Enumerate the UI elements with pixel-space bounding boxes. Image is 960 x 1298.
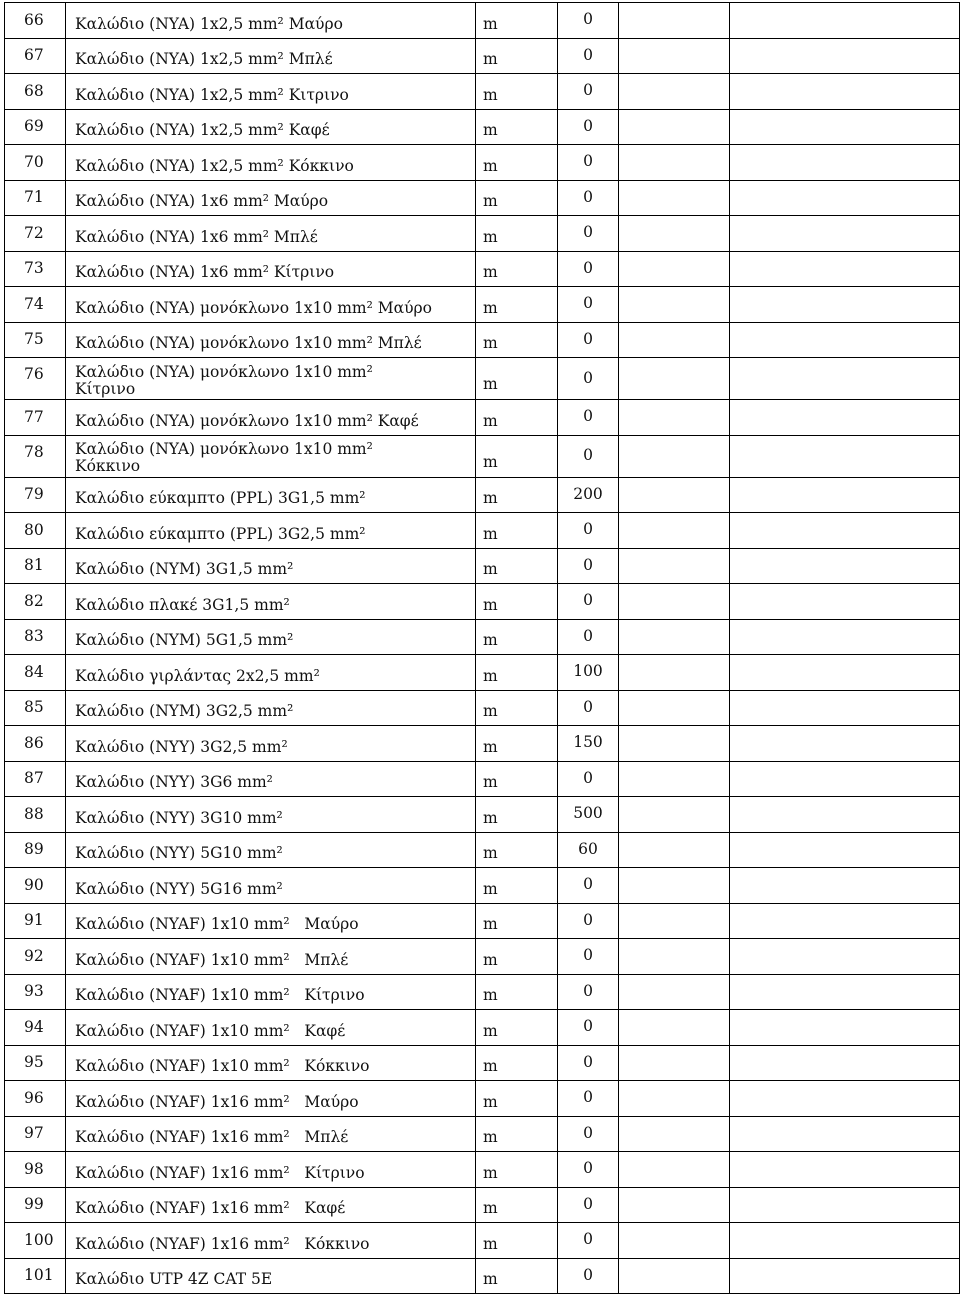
item-unit: m xyxy=(476,1010,558,1046)
item-unit: m xyxy=(476,251,558,287)
table-row xyxy=(5,477,960,513)
item-unit: m xyxy=(476,1045,558,1081)
table-row xyxy=(5,180,960,216)
item-number: 87 xyxy=(5,761,66,797)
item-quantity: 0 xyxy=(558,358,619,400)
item-quantity: 0 xyxy=(558,145,619,181)
item-description xyxy=(66,1187,476,1223)
item-unit: m xyxy=(476,832,558,868)
item-total-cell xyxy=(730,38,960,74)
item-quantity: 150 xyxy=(558,726,619,762)
item-quantity: 60 xyxy=(558,832,619,868)
item-number: 72 xyxy=(5,216,66,252)
item-total-cell xyxy=(730,287,960,323)
item-unit-price-cell xyxy=(619,690,730,726)
item-unit: m xyxy=(476,477,558,513)
item-description xyxy=(66,974,476,1010)
item-description xyxy=(66,655,476,691)
item-description-line: Καλώδιο (NYAF) 1x10 mm² Καφέ xyxy=(75,1021,346,1040)
table-row xyxy=(5,358,960,400)
item-description-line: Καλώδιο (NYY) 3G6 mm² xyxy=(75,773,273,792)
table-row xyxy=(5,435,960,477)
item-description-line: Καλώδιο εύκαμπτο (PPL) 3G2,5 mm² xyxy=(75,524,366,543)
table-row xyxy=(5,1258,960,1294)
item-description xyxy=(66,287,476,323)
table-row xyxy=(5,74,960,110)
table-row xyxy=(5,3,960,39)
item-description-line: Καλώδιο (NYA) μονόκλωνο 1x10 mm² Μπλέ xyxy=(75,334,422,353)
item-quantity: 200 xyxy=(558,477,619,513)
item-total-cell xyxy=(730,109,960,145)
item-description xyxy=(66,761,476,797)
item-description xyxy=(66,1081,476,1117)
item-quantity: 0 xyxy=(558,1187,619,1223)
item-number: 85 xyxy=(5,690,66,726)
item-total-cell xyxy=(730,216,960,252)
item-number: 76 xyxy=(5,358,66,400)
item-total-cell xyxy=(730,974,960,1010)
item-description xyxy=(66,109,476,145)
item-unit-price-cell xyxy=(619,109,730,145)
item-quantity: 0 xyxy=(558,400,619,436)
item-total-cell xyxy=(730,655,960,691)
item-description xyxy=(66,1045,476,1081)
item-number: 93 xyxy=(5,974,66,1010)
table-row xyxy=(5,400,960,436)
item-total-cell xyxy=(730,797,960,833)
item-unit: m xyxy=(476,287,558,323)
item-number: 86 xyxy=(5,726,66,762)
item-description-line: Καλώδιο (NYA) 1x2,5 mm² Μαύρο xyxy=(75,14,343,33)
item-unit: m xyxy=(476,797,558,833)
item-description xyxy=(66,832,476,868)
item-description-line: Καλώδιο UTP 4Z CAT 5E xyxy=(75,1270,273,1289)
table-row xyxy=(5,251,960,287)
item-unit-price-cell xyxy=(619,548,730,584)
item-unit: m xyxy=(476,109,558,145)
item-unit: m xyxy=(476,216,558,252)
item-number: 75 xyxy=(5,322,66,358)
items-table xyxy=(4,2,960,1294)
item-unit: m xyxy=(476,1187,558,1223)
item-description-line: Καλώδιο (NYAF) 1x16 mm² Μαύρο xyxy=(75,1092,359,1111)
item-total-cell xyxy=(730,726,960,762)
item-unit: m xyxy=(476,1223,558,1259)
item-unit-price-cell xyxy=(619,1010,730,1046)
item-number: 101 xyxy=(5,1258,66,1294)
item-quantity: 0 xyxy=(558,1010,619,1046)
item-unit: m xyxy=(476,38,558,74)
item-unit: m xyxy=(476,903,558,939)
item-number: 68 xyxy=(5,74,66,110)
item-description-line: Καλώδιο εύκαμπτο (PPL) 3G1,5 mm² xyxy=(75,489,366,508)
item-unit: m xyxy=(476,1081,558,1117)
item-unit-price-cell xyxy=(619,974,730,1010)
item-quantity: 0 xyxy=(558,109,619,145)
item-total-cell xyxy=(730,584,960,620)
item-unit: m xyxy=(476,1116,558,1152)
item-total-cell xyxy=(730,180,960,216)
item-total-cell xyxy=(730,145,960,181)
item-unit-price-cell xyxy=(619,322,730,358)
item-unit-price-cell xyxy=(619,655,730,691)
item-total-cell xyxy=(730,903,960,939)
item-total-cell xyxy=(730,3,960,39)
item-total-cell xyxy=(730,1045,960,1081)
item-unit-price-cell xyxy=(619,74,730,110)
item-description-line: Καλώδιο (NYA) 1x2,5 mm² Καφέ xyxy=(75,121,330,140)
item-total-cell xyxy=(730,477,960,513)
table-row xyxy=(5,287,960,323)
item-number: 100 xyxy=(5,1223,66,1259)
item-unit: m xyxy=(476,868,558,904)
item-number: 66 xyxy=(5,3,66,39)
item-total-cell xyxy=(730,74,960,110)
table-row xyxy=(5,726,960,762)
item-description xyxy=(66,477,476,513)
item-unit: m xyxy=(476,974,558,1010)
table-row xyxy=(5,761,960,797)
item-description xyxy=(66,400,476,436)
item-description xyxy=(66,74,476,110)
item-number: 69 xyxy=(5,109,66,145)
item-number: 79 xyxy=(5,477,66,513)
item-unit-price-cell xyxy=(619,1152,730,1188)
item-unit: m xyxy=(476,513,558,549)
item-unit-price-cell xyxy=(619,477,730,513)
table-row xyxy=(5,1116,960,1152)
item-quantity: 0 xyxy=(558,1081,619,1117)
table-row xyxy=(5,584,960,620)
item-description-line: Καλώδιο γιρλάντας 2x2,5 mm² xyxy=(75,666,320,685)
item-description xyxy=(66,435,476,477)
item-total-cell xyxy=(730,358,960,400)
item-number: 70 xyxy=(5,145,66,181)
item-description-line: Καλώδιο (NYA) 1x2,5 mm² Μπλέ xyxy=(75,50,333,69)
item-quantity: 100 xyxy=(558,655,619,691)
item-description xyxy=(66,38,476,74)
item-description xyxy=(66,868,476,904)
table-row xyxy=(5,655,960,691)
item-description-line: Καλώδιο (NYA) 1x6 mm² Μπλέ xyxy=(75,227,318,246)
item-description xyxy=(66,726,476,762)
table-row xyxy=(5,690,960,726)
table-row xyxy=(5,1223,960,1259)
item-unit: m xyxy=(476,584,558,620)
item-description-line: Καλώδιο (NYAF) 1x10 mm² Μπλέ xyxy=(75,950,349,969)
item-total-cell xyxy=(730,548,960,584)
table-row xyxy=(5,939,960,975)
item-description-line: Καλώδιο (NYA) 1x2,5 mm² Κιτρινο xyxy=(75,85,349,104)
item-description xyxy=(66,1116,476,1152)
item-number: 82 xyxy=(5,584,66,620)
table-row xyxy=(5,832,960,868)
item-quantity: 0 xyxy=(558,435,619,477)
item-total-cell xyxy=(730,435,960,477)
item-number: 67 xyxy=(5,38,66,74)
item-number: 89 xyxy=(5,832,66,868)
item-number: 90 xyxy=(5,868,66,904)
item-number: 80 xyxy=(5,513,66,549)
table-row xyxy=(5,1081,960,1117)
item-description xyxy=(66,584,476,620)
item-total-cell xyxy=(730,690,960,726)
item-unit-price-cell xyxy=(619,435,730,477)
item-unit-price-cell xyxy=(619,400,730,436)
item-description-line: Καλώδιο (NYAF) 1x10 mm² Κόκκινο xyxy=(75,1057,370,1076)
item-description xyxy=(66,251,476,287)
item-description xyxy=(66,180,476,216)
item-quantity: 0 xyxy=(558,1045,619,1081)
item-description xyxy=(66,939,476,975)
item-quantity: 0 xyxy=(558,1223,619,1259)
item-unit-price-cell xyxy=(619,38,730,74)
item-number: 98 xyxy=(5,1152,66,1188)
item-unit-price-cell xyxy=(619,1116,730,1152)
item-unit-price-cell xyxy=(619,1187,730,1223)
item-description-line: Καλώδιο (NYA) μονόκλωνο 1x10 mm² xyxy=(75,440,373,458)
table-row xyxy=(5,974,960,1010)
item-quantity: 0 xyxy=(558,216,619,252)
item-quantity: 0 xyxy=(558,903,619,939)
item-quantity: 0 xyxy=(558,761,619,797)
item-total-cell xyxy=(730,1116,960,1152)
item-total-cell xyxy=(730,1010,960,1046)
item-number: 97 xyxy=(5,1116,66,1152)
item-description-line: Καλώδιο (NYY) 5G10 mm² xyxy=(75,844,283,863)
table-row xyxy=(5,548,960,584)
item-total-cell xyxy=(730,1187,960,1223)
item-quantity: 0 xyxy=(558,619,619,655)
item-unit: m xyxy=(476,3,558,39)
item-number: 81 xyxy=(5,548,66,584)
item-quantity: 0 xyxy=(558,548,619,584)
item-unit: m xyxy=(476,180,558,216)
table-row xyxy=(5,797,960,833)
item-quantity: 0 xyxy=(558,1152,619,1188)
item-unit: m xyxy=(476,655,558,691)
item-description-line: Καλώδιο (NYA) 1x2,5 mm² Κόκκινο xyxy=(75,156,354,175)
item-unit-price-cell xyxy=(619,761,730,797)
item-unit-price-cell xyxy=(619,287,730,323)
item-description-line: Κίτρινο xyxy=(75,379,136,398)
item-description xyxy=(66,619,476,655)
item-quantity: 0 xyxy=(558,322,619,358)
item-unit: m xyxy=(476,358,558,400)
item-unit-price-cell xyxy=(619,3,730,39)
item-description xyxy=(66,322,476,358)
item-quantity: 0 xyxy=(558,74,619,110)
item-unit-price-cell xyxy=(619,584,730,620)
table-row xyxy=(5,109,960,145)
item-unit: m xyxy=(476,145,558,181)
item-unit-price-cell xyxy=(619,145,730,181)
item-quantity: 0 xyxy=(558,38,619,74)
table-row xyxy=(5,513,960,549)
item-quantity: 0 xyxy=(558,690,619,726)
item-description-line: Καλώδιο (NYAF) 1x16 mm² Μπλέ xyxy=(75,1128,349,1147)
item-unit-price-cell xyxy=(619,797,730,833)
item-unit-price-cell xyxy=(619,180,730,216)
item-unit-price-cell xyxy=(619,251,730,287)
table-row xyxy=(5,1187,960,1223)
item-description xyxy=(66,903,476,939)
item-unit-price-cell xyxy=(619,1258,730,1294)
table-row xyxy=(5,619,960,655)
item-description-line: Καλώδιο (NYY) 5G16 mm² xyxy=(75,879,283,898)
item-number: 99 xyxy=(5,1187,66,1223)
item-description xyxy=(66,358,476,400)
item-description-line: Καλώδιο (NYA) μονόκλωνο 1x10 mm² xyxy=(75,362,373,381)
item-quantity: 0 xyxy=(558,251,619,287)
item-number: 88 xyxy=(5,797,66,833)
item-unit-price-cell xyxy=(619,868,730,904)
item-total-cell xyxy=(730,251,960,287)
table-row xyxy=(5,145,960,181)
item-total-cell xyxy=(730,322,960,358)
item-unit-price-cell xyxy=(619,1081,730,1117)
item-total-cell xyxy=(730,832,960,868)
item-number: 96 xyxy=(5,1081,66,1117)
item-quantity: 0 xyxy=(558,513,619,549)
table-row xyxy=(5,216,960,252)
item-description-line: Καλώδιο (NYM) 3G2,5 mm² xyxy=(75,702,294,721)
item-unit: m xyxy=(476,322,558,358)
item-quantity: 0 xyxy=(558,868,619,904)
item-total-cell xyxy=(730,400,960,436)
item-unit: m xyxy=(476,400,558,436)
item-unit-price-cell xyxy=(619,1223,730,1259)
item-description xyxy=(66,1010,476,1046)
item-total-cell xyxy=(730,513,960,549)
items-table-body xyxy=(5,3,960,1294)
table-row xyxy=(5,903,960,939)
item-unit: m xyxy=(476,939,558,975)
item-number: 78 xyxy=(5,435,66,477)
item-unit-price-cell xyxy=(619,832,730,868)
item-total-cell xyxy=(730,1081,960,1117)
table-row xyxy=(5,1045,960,1081)
item-quantity: 0 xyxy=(558,584,619,620)
item-total-cell xyxy=(730,1223,960,1259)
item-total-cell xyxy=(730,1258,960,1294)
item-unit: m xyxy=(476,619,558,655)
item-number: 73 xyxy=(5,251,66,287)
item-number: 92 xyxy=(5,939,66,975)
item-unit-price-cell xyxy=(619,216,730,252)
item-quantity: 0 xyxy=(558,287,619,323)
item-quantity: 0 xyxy=(558,1258,619,1294)
item-unit-price-cell xyxy=(619,939,730,975)
item-description-line: Καλώδιο (NYY) 3G10 mm² xyxy=(75,808,283,827)
item-description xyxy=(66,513,476,549)
item-description-line: Καλώδιο πλακέ 3G1,5 mm² xyxy=(75,595,290,614)
item-number: 84 xyxy=(5,655,66,691)
item-number: 77 xyxy=(5,400,66,436)
table-row xyxy=(5,1152,960,1188)
item-description xyxy=(66,548,476,584)
item-unit: m xyxy=(476,74,558,110)
item-unit: m xyxy=(476,726,558,762)
table-row xyxy=(5,322,960,358)
item-description-line: Κόκκινο xyxy=(75,457,141,475)
item-description-line: Καλώδιο (NYM) 3G1,5 mm² xyxy=(75,560,294,579)
item-description-line: Καλώδιο (NYAF) 1x16 mm² Κίτρινο xyxy=(75,1163,365,1182)
item-description-line: Καλώδιο (NYAF) 1x16 mm² Καφέ xyxy=(75,1199,346,1218)
item-unit-price-cell xyxy=(619,513,730,549)
item-description-line: Καλώδιο (NYAF) 1x10 mm² Μαύρο xyxy=(75,915,359,934)
table-row xyxy=(5,38,960,74)
item-description-line: Καλώδιο (NYA) μονόκλωνο 1x10 mm² Μαύρο xyxy=(75,298,432,317)
table-row xyxy=(5,1010,960,1046)
item-total-cell xyxy=(730,1152,960,1188)
item-description-line: Καλώδιο (NYM) 5G1,5 mm² xyxy=(75,631,294,650)
item-description-line: Καλώδιο (NYA) 1x6 mm² Κίτρινο xyxy=(75,263,335,282)
item-quantity: 0 xyxy=(558,939,619,975)
item-number: 95 xyxy=(5,1045,66,1081)
item-unit: m xyxy=(476,548,558,584)
item-description xyxy=(66,145,476,181)
item-number: 94 xyxy=(5,1010,66,1046)
item-number: 71 xyxy=(5,180,66,216)
item-description xyxy=(66,1258,476,1294)
item-unit: m xyxy=(476,761,558,797)
item-description-line: Καλώδιο (NYAF) 1x10 mm² Κίτρινο xyxy=(75,986,365,1005)
item-quantity: 500 xyxy=(558,797,619,833)
table-row xyxy=(5,868,960,904)
item-total-cell xyxy=(730,939,960,975)
item-unit-price-cell xyxy=(619,358,730,400)
item-unit-price-cell xyxy=(619,1045,730,1081)
item-unit: m xyxy=(476,435,558,477)
item-number: 74 xyxy=(5,287,66,323)
item-quantity: 0 xyxy=(558,1116,619,1152)
item-description-line: Καλώδιο (NYA) μονόκλωνο 1x10 mm² Καφέ xyxy=(75,411,419,430)
item-description xyxy=(66,1223,476,1259)
item-number: 91 xyxy=(5,903,66,939)
item-description-line: Καλώδιο (NYAF) 1x16 mm² Κόκκινο xyxy=(75,1234,370,1253)
item-description-line: Καλώδιο (NYY) 3G2,5 mm² xyxy=(75,737,288,756)
item-description xyxy=(66,3,476,39)
item-number: 83 xyxy=(5,619,66,655)
item-unit: m xyxy=(476,1152,558,1188)
item-unit: m xyxy=(476,1258,558,1294)
item-description xyxy=(66,797,476,833)
item-unit-price-cell xyxy=(619,903,730,939)
item-unit-price-cell xyxy=(619,619,730,655)
item-total-cell xyxy=(730,761,960,797)
item-quantity: 0 xyxy=(558,3,619,39)
item-quantity: 0 xyxy=(558,180,619,216)
item-total-cell xyxy=(730,619,960,655)
item-description xyxy=(66,1152,476,1188)
item-unit: m xyxy=(476,690,558,726)
item-description xyxy=(66,216,476,252)
item-description xyxy=(66,690,476,726)
item-quantity: 0 xyxy=(558,974,619,1010)
item-description-line: Καλώδιο (NYA) 1x6 mm² Μαύρο xyxy=(75,192,329,211)
item-total-cell xyxy=(730,868,960,904)
item-unit-price-cell xyxy=(619,726,730,762)
